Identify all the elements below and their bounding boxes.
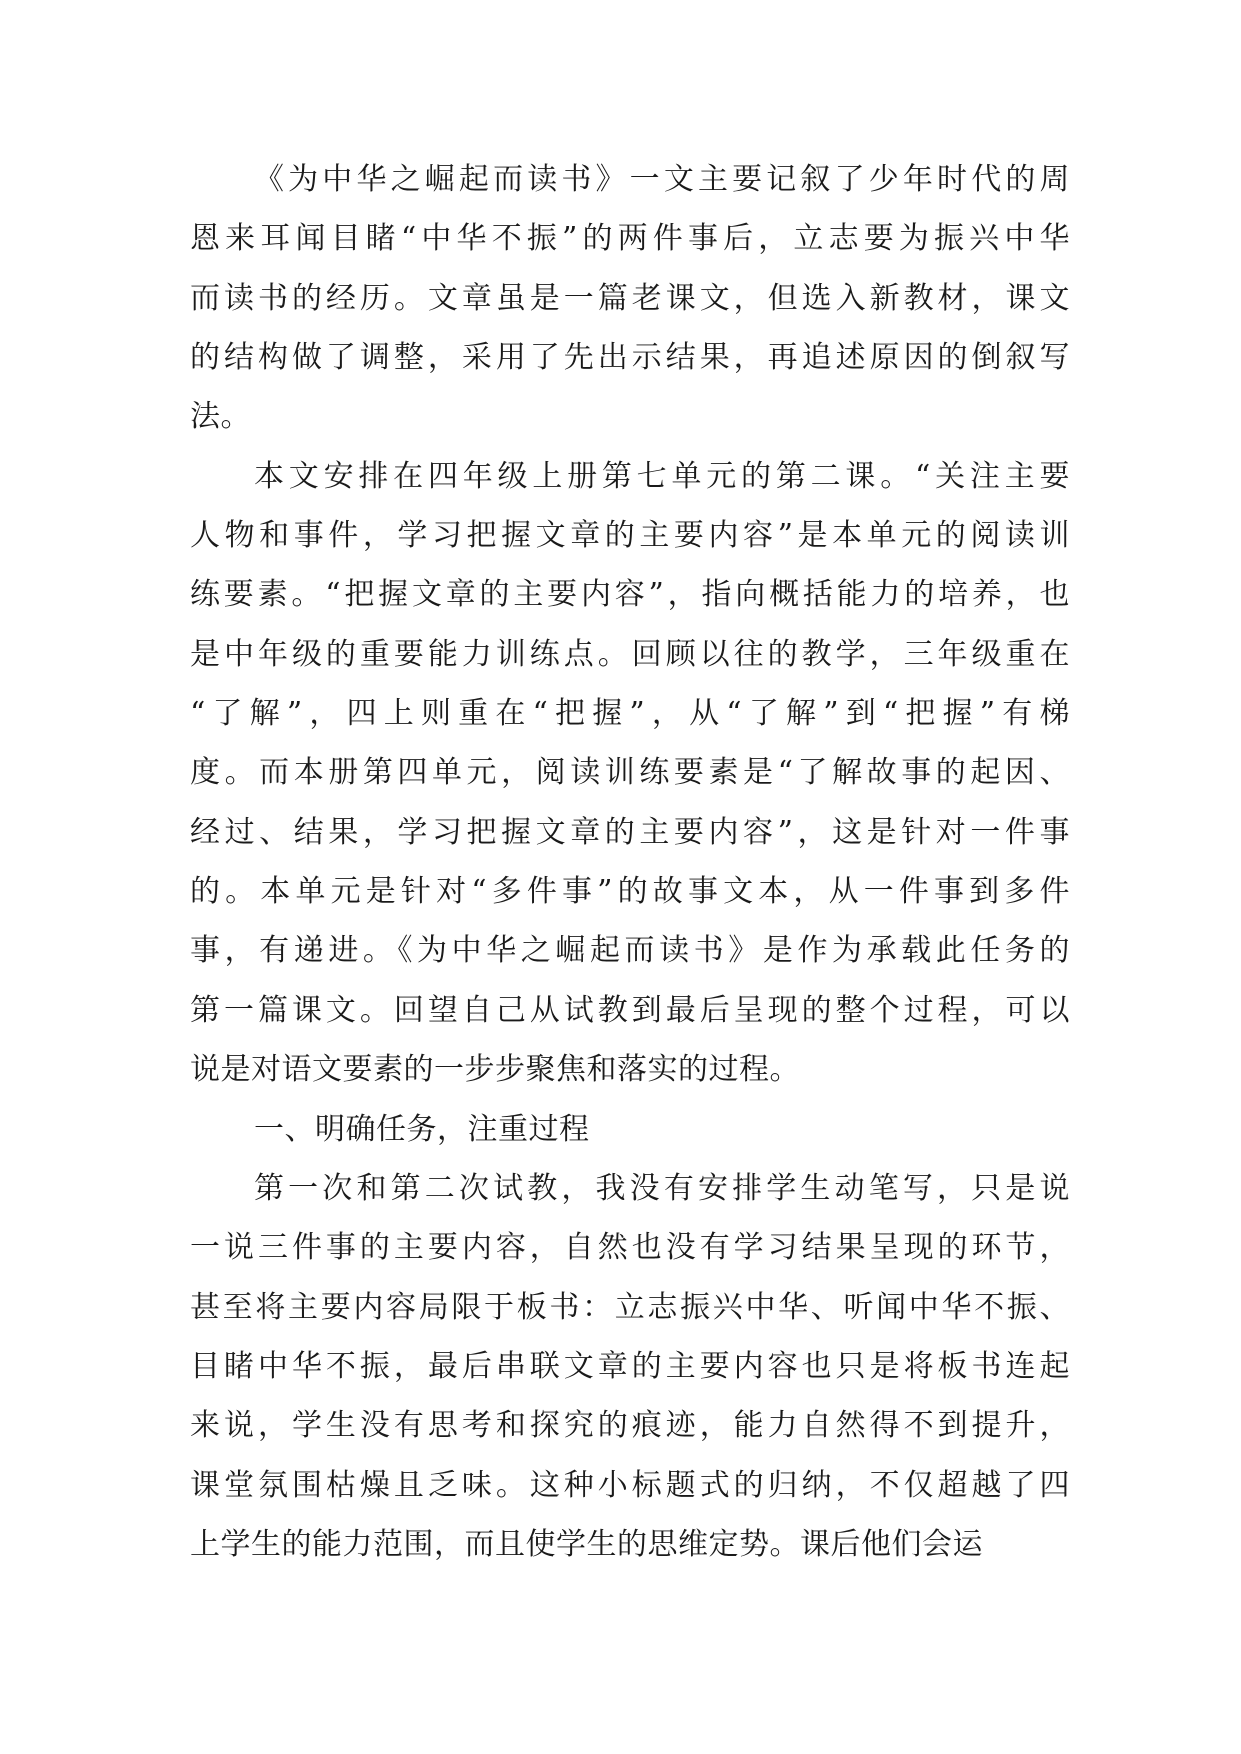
text-line: 而读书的经历。文章虽是一篇老课文，但选入新教材，课文 [190, 280, 1070, 316]
text-line: 度。而本册第四单元，阅读训练要素是“了解故事的起因、 [190, 755, 1070, 791]
text-line: 事，有递进。《为中华之崛起而读书》是作为承载此任务的 [190, 933, 1070, 969]
text-line: 恩来耳闻目睹“中华不振”的两件事后，立志要为振兴中华 [190, 221, 1070, 257]
text-line: 的结构做了调整，采用了先出示结果，再追述原因的倒叙写 [190, 340, 1070, 376]
text-line: 一说三件事的主要内容，自然也没有学习结果呈现的环节， [190, 1230, 1070, 1266]
paragraph [190, 447, 1070, 1100]
text-line: 课堂氛围枯燥且乏味。这种小标题式的归纳，不仅超越了四 [190, 1467, 1070, 1503]
text-line: 说是对语文要素的一步步聚焦和落实的过程。 [190, 1052, 800, 1088]
text-line: 练要素。“把握文章的主要内容”，指向概括能力的培养，也 [190, 577, 1070, 613]
text-line: 经过、结果，学习把握文章的主要内容”，这是针对一件事 [190, 814, 1070, 850]
text-line: 本文安排在四年级上册第七单元的第二课。“关注主要 [254, 458, 1070, 494]
text-line: 甚至将主要内容局限于板书：立志振兴中华、听闻中华不振、 [190, 1289, 1070, 1325]
paragraph [190, 1159, 1070, 1574]
text-line: 是中年级的重要能力训练点。回顾以往的教学，三年级重在 [190, 636, 1070, 672]
text-line: 一、明确任务，注重过程 [254, 1111, 590, 1147]
text-line: 来说，学生没有思考和探究的痕迹，能力自然得不到提升， [190, 1408, 1070, 1444]
text-line: 第一篇课文。回望自己从试教到最后呈现的整个过程，可以 [190, 992, 1070, 1028]
text-line: 《为中华之崛起而读书》一文主要记叙了少年时代的周 [254, 162, 1070, 197]
text-line: 法。 [190, 399, 251, 435]
text-line: 目睹中华不振，最后串联文章的主要内容也只是将板书连起 [190, 1348, 1070, 1384]
paragraph [190, 150, 1070, 447]
document-body [190, 150, 1070, 1574]
text-line: 的。本单元是针对“多件事”的故事文本，从一件事到多件 [190, 874, 1070, 910]
text-line: 第一次和第二次试教，我没有安排学生动笔写，只是说 [254, 1170, 1070, 1206]
text-line: 上学生的能力范围，而且使学生的思维定势。课后他们会运 [190, 1526, 983, 1562]
text-line: “了解”，四上则重在“把握”，从“了解”到“把握”有梯 [190, 696, 1070, 732]
text-line: 人物和事件，学习把握文章的主要内容”是本单元的阅读训 [190, 518, 1070, 554]
paragraph [190, 1100, 1070, 1159]
